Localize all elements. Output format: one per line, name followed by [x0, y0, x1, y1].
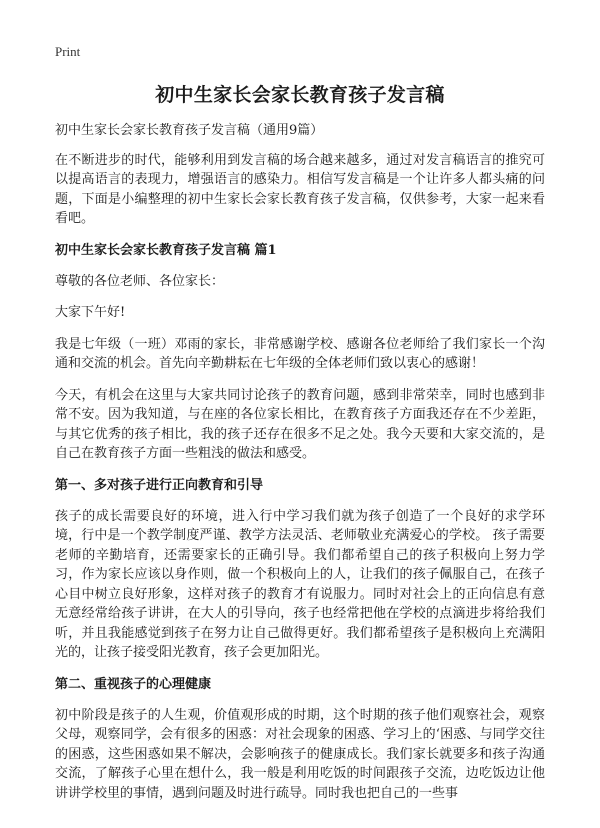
subheading-2: 第二、重视孩子的心理健康	[55, 676, 212, 692]
body-paragraph-1: 我是七年级（一班）邓雨的家长，非常感谢学校、感谢各位老师给了我们家长一个沟通和交流的机会。首先向辛勤耕耘在七年级的全体老师们致以衷心的感谢！	[55, 336, 545, 371]
body-paragraph-4: 初中阶段是孩子的人生观，价值观形成的时期，这个时期的孩子他们观察社会，观察父母，观察同学，会有很多的困惑：对社会现象的困惑、学习上的‘困惑、与同学交往的困惑，这些困惑如果不解决，会影响孩子的健康成长。我们家长就要多和孩子沟通交流，了解孩子心里在想什么，我一般是利用吃饭的时间跟孩子交流，边吃饭边让他讲讲学校里的事情，遇到问题及时进行疏导。同时我也把自己的一些事	[55, 707, 545, 801]
print-label: Print	[55, 44, 81, 59]
document-title: 初中生家长会家长教育孩子发言稿	[155, 84, 445, 106]
subheading-1: 第一、多对孩子进行正向教育和引导	[55, 477, 264, 493]
document-subtitle: 初中生家长会家长教育孩子发言稿（通用9篇）	[55, 123, 324, 138]
section-heading: 初中生家长会家长教育孩子发言稿 篇1	[55, 242, 277, 258]
intro-paragraph: 在不断进步的时代，能够利用到发言稿的场合越来越多，通过对发言稿语言的推究可以提高语言的表现力，增强语言的感染力。相信写发言稿是一个让许多人都头痛的问题，下面是小编整理的初中生家长会家长教育孩子发言稿，仅供参考，大家一起来看看吧。	[55, 152, 545, 226]
body-paragraph-3: 孩子的成长需要良好的环境，进入行中学习我们就为孩子创造了一个良好的求学环境，行中是一个教学制度严谨、教学方法灵活、老师敬业充满爱心的学校。 孩子需要老师的辛勤培育，还需要家长的正确引导。我们都希望自己的孩子积极向上努力学习，作为家长应该以身作则，做一个积极向上的人，让我们的孩子佩服自己，在孩子心目中树立良好形象，这样对孩子的教育才有说服力。同时对社会上的正向信息有意无意经常给孩子讲讲，在大人的引导向，孩子也经常把他在学校的点滴进步将给我们听，并且我能感觉到孩子在努力让自己做得更好。我们都希望孩子是积极向上充满阳光的，让孩子接受阳光教育，孩子会更加阳光。	[55, 508, 545, 660]
greeting: 大家下午好!	[55, 305, 126, 320]
salutation: 尊敬的各位老师、各位家长：	[55, 273, 225, 289]
body-paragraph-2: 今天，有机会在这里与大家共同讨论孩子的教育问题，感到非常荣幸，同时也感到非常不安。因为我知道，与在座的各位家长相比，在教育孩子方面我还存在不少差距，与其它优秀的孩子相比，我的孩子还存在很多不足之处。我今天要和大家交流的，是自己在教育孩子方面一些粗浅的做法和感受。	[55, 387, 545, 461]
